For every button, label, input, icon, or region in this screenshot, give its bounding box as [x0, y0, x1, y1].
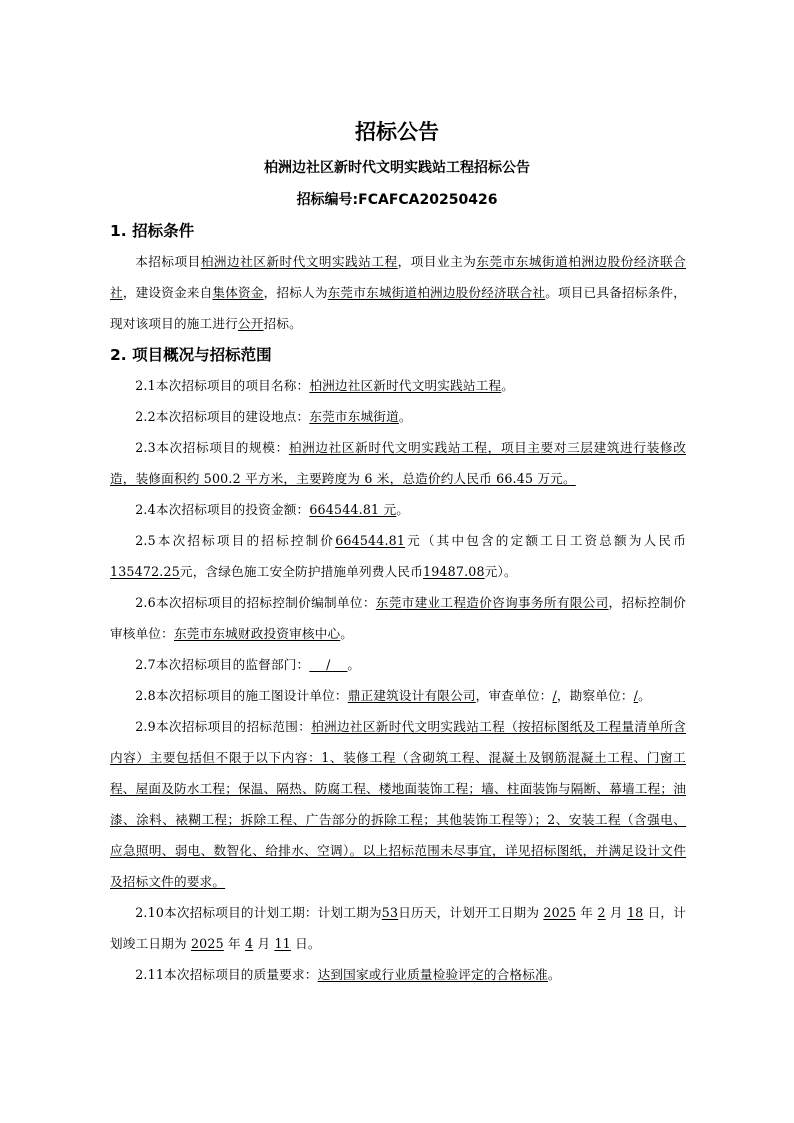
supervisor-value: / [309, 657, 348, 672]
text: ，项目业主为 [397, 254, 477, 269]
project-owner-value: 东莞市东城街道柏洲边股份经济联合社 [110, 254, 687, 300]
tender-method-value: 公开 [237, 316, 264, 331]
text: 本招标项目 [135, 254, 201, 269]
text: 日。 [290, 936, 321, 951]
paragraph-2-11 [110, 959, 686, 990]
section-heading-project-overview: 2. 项目概况与招标范围 [110, 346, 272, 364]
price-auditor-value: 东莞市东城财政投资审核中心 [173, 626, 341, 641]
text: 元，含绿色施工安全防护措施单列费人民币 [179, 564, 423, 579]
investment-value: 664544.81 元 [309, 502, 397, 517]
text: 月 [605, 905, 627, 920]
text: 元（其中包含的定额工日工资总额为人民币 [405, 533, 686, 548]
document-title: 招标公告 [355, 120, 439, 144]
paragraph-2-6 [110, 587, 686, 649]
text: 元）。 [484, 564, 517, 579]
project-name-value: 柏洲边社区新时代文明实践站工程 [200, 254, 398, 269]
paragraph-2-1 [110, 370, 686, 401]
paragraph-2-2 [110, 401, 686, 432]
text: 2.1本次招标项目的项目名称： [135, 378, 310, 393]
section-heading-tender-conditions: 1. 招标条件 [110, 222, 195, 240]
safety-fee-value: 19487.08 [423, 564, 485, 579]
text: 。 [396, 502, 410, 517]
paragraph-2-3 [110, 432, 686, 494]
text: 。 [638, 688, 651, 703]
location-value: 东莞市东城街道 [309, 409, 399, 424]
end-year-value: 2025 [190, 936, 224, 951]
surveyor-value: / [633, 688, 639, 703]
text: 月 [253, 936, 275, 951]
text: 年 [223, 936, 246, 951]
section-body-tender-conditions [110, 246, 686, 339]
text: ，建设资金来自 [122, 285, 213, 300]
section-body-project-overview [110, 370, 686, 990]
text: ，招标控制价审核单位： [110, 595, 686, 641]
text: 2.2本次招标项目的建设地点： [135, 409, 310, 424]
quality-value: 达到国家或行业质量检验评定的合格标准 [317, 967, 548, 982]
price-compiler-value: 东莞市建业工程造价咨询事务所有限公司 [375, 595, 609, 610]
start-month-value: 2 [597, 905, 606, 920]
text: ，招标人为 [263, 285, 328, 300]
text: 2.11本次招标项目的质量要求： [135, 967, 318, 982]
text: 2.8本次招标项目的施工图设计单位： [135, 688, 348, 703]
tender-number: 招标编号:FCAFCA20250426 [296, 192, 498, 208]
text: ，勘察单位： [556, 688, 634, 703]
scale-value: 柏洲边社区新时代文明实践站工程，项目主要对三层建筑进行装修改造，装修面积约 500.2 平方米，主要跨度为 6 米，总造价约人民币 66.45 万元。 [110, 440, 686, 486]
paragraph-2-4 [110, 494, 686, 525]
text: 。 [398, 409, 412, 424]
text: ，审查单位： [475, 688, 553, 703]
scope-value: 柏洲边社区新时代文明实践站工程（按招标图纸及工程量清单所含内容）主要包括但不限于以下内容：1、装修工程（含砌筑工程、混凝土及钢筋混凝土工程、门窗工程、屋面及防水工程；保温、隔热、防腐工程、楼地面装饰工程；墙、柱面装饰与隔断、幕墙工程；油漆、涂料、裱糊工程；拆除工程、广告部分的拆除工程；其他装饰工程等）；2、安装工程（含强电、应急照明、弱电、数智化、给排水、空调）。以上招标范围未尽事宜，详见招标图纸，并满足设计文件及招标文件的要求。 [110, 719, 686, 889]
paragraph-2-5 [110, 525, 686, 587]
designer-value: 鼎正建筑设计有限公司 [347, 688, 476, 703]
text: 2.3本次招标项目的规模： [135, 440, 289, 455]
text: 招标。 [263, 316, 302, 331]
paragraph-2-10 [110, 897, 686, 959]
text: 。 [547, 967, 561, 982]
paragraph-tender-conditions [110, 246, 686, 339]
text: 2.4本次招标项目的投资金额： [135, 502, 310, 517]
start-day-value: 18 [626, 905, 644, 920]
project-name-value: 柏洲边社区新时代文明实践站工程 [309, 378, 502, 393]
text: 。 [340, 626, 354, 641]
text: 。项目已具备招标条件，现对该项目的施工进行 [110, 285, 687, 331]
text: 2.9本次招标项目的招标范围： [135, 719, 312, 734]
document-subtitle: 柏洲边社区新时代文明实践站工程招标公告 [264, 160, 530, 176]
text: 2.7本次招标项目的监督部门： [135, 657, 310, 672]
start-year-value: 2025 [543, 905, 577, 920]
paragraph-2-9 [110, 711, 686, 897]
duration-value: 53 [381, 905, 399, 920]
paragraph-2-8 [110, 680, 686, 711]
text: 日，计划竣工日期为 [110, 905, 687, 951]
paragraph-2-7 [110, 649, 686, 680]
text: 。 [347, 657, 361, 672]
text: 2.5本次招标项目的招标控制价 [135, 533, 336, 548]
text: 。 [501, 378, 515, 393]
text: 2.10本次招标项目的计划工期：计划工期为 [135, 905, 382, 920]
text: 年 [576, 905, 598, 920]
end-day-value: 11 [274, 936, 291, 951]
funding-source-value: 集体资金 [212, 285, 264, 300]
text: 日历天，计划开工日期为 [398, 905, 544, 920]
labor-wage-value: 135472.25 [110, 564, 180, 579]
end-month-value: 4 [245, 936, 254, 951]
reviewer-value: / [552, 688, 557, 703]
text: 2.6本次招标项目的招标控制价编制单位： [135, 595, 376, 610]
control-price-value: 664544.81 [335, 533, 406, 548]
tenderer-value: 东莞市东城街道柏洲边股份经济联合社 [327, 285, 546, 300]
